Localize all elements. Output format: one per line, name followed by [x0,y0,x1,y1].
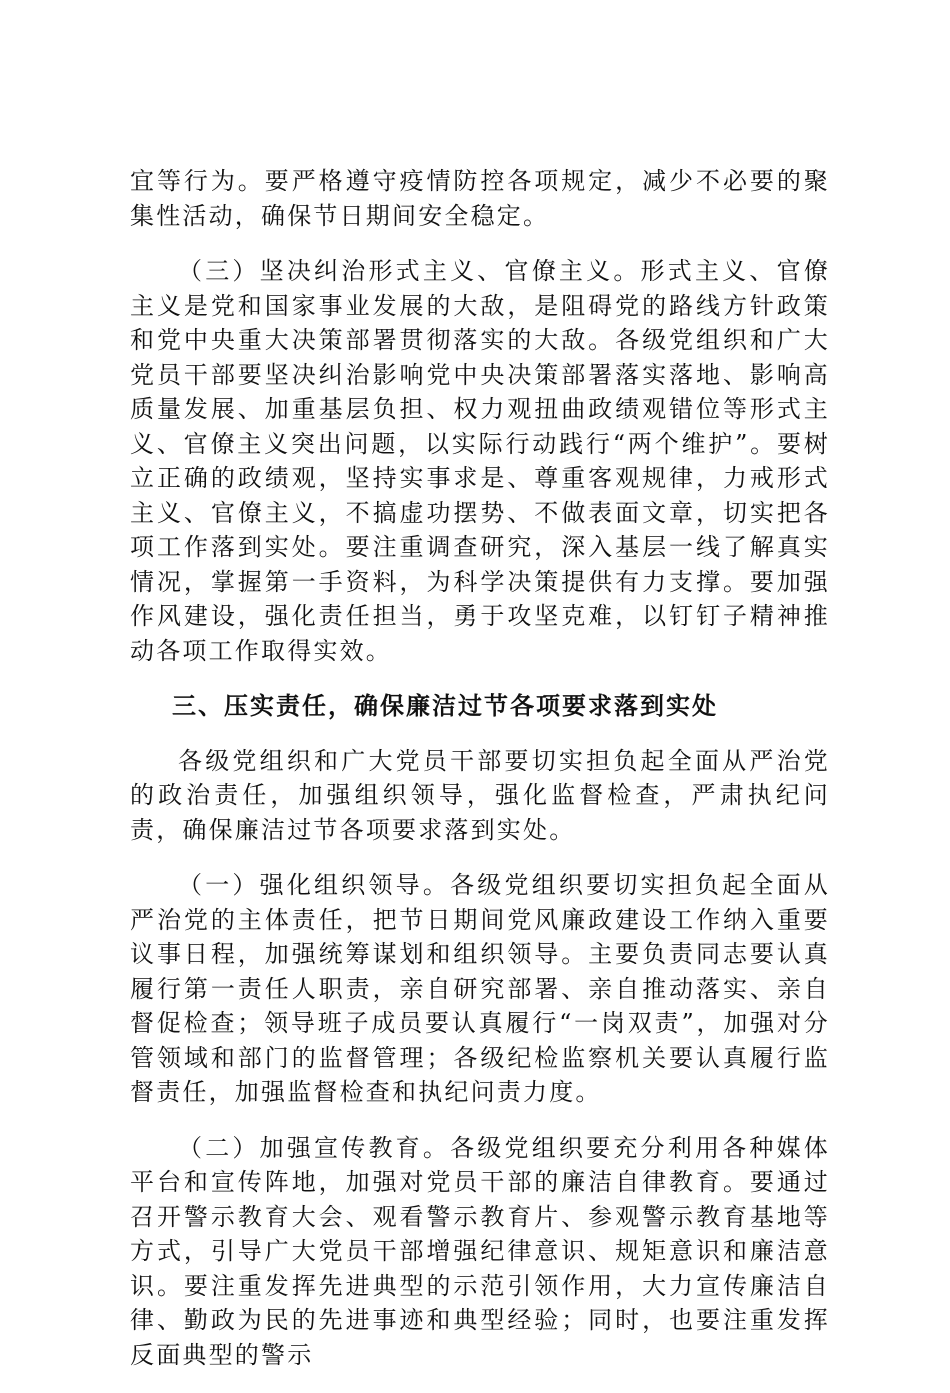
paragraph-continuation: 宜等行为。要严格遵守疫情防控各项规定，减少不必要的聚集性活动，确保节日期间安全稳定。 [130,167,830,230]
paragraph-section-three-item-one: （一）强化组织领导。各级党组织要切实担负起全面从严治党的主体责任，把节日期间党风廉政建设工作纳入重要议事日程，加强统筹谋划和组织领导。主要负责同志要认真履行第一责任人职责，亲自研究部署、亲自推动落实、亲自督促检查；领导班子成员要认真履行“一岗双责”，加强对分管领域和部门的监督管理；各级纪检监察机关要认真履行监督责任，加强监督检查和执纪问责力度。 [130,871,830,1106]
paragraph-section-three-intro: 各级党组织和广大党员干部要切实担负起全面从严治党的政治责任，加强组织领导，强化监督检查，严肃执纪问责，确保廉洁过节各项要求落到实处。 [130,746,830,844]
document-body [130,164,830,1393]
paragraph-section-two-item-three: （三）坚决纠治形式主义、官僚主义。形式主义、官僚主义是党和国家事业发展的大敌，是阻碍党的路线方针政策和党中央重大决策部署贯彻落实的大敌。各级党组织和广大党员干部要坚决纠治影响党中央决策部署落实落地、影响高质量发展、加重基层负担、权力观扭曲政绩观错位等形式主义、官僚主义突出问题，以实际行动践行“两个维护”。要树立正确的政绩观，坚持实事求是、尊重客观规律，力戒形式主义、官僚主义，不搞虚功摆势、不做表面文章，切实把各项工作落到实处。要注重调查研究，深入基层一线了解真实情况，掌握第一手资料，为科学决策提供有力支撑。要加强作风建设，强化责任担当，勇于攻坚克难，以钉钉子精神推动各项工作取得实效。 [130,257,830,665]
paragraph-section-three-item-two: （二）加强宣传教育。各级党组织要充分利用各种媒体平台和宣传阵地，加强对党员干部的廉洁自律教育。要通过召开警示教育大会、观看警示教育片、参观警示教育基地等方式，引导广大党员干部增强纪律意识、规矩意识和廉洁意识。要注重发挥先进典型的示范引领作用，大力宣传廉洁自律、勤政为民的先进事迹和典型经验；同时，也要注重发挥反面典型的警示 [130,1133,830,1369]
section-heading-three: 三、压实责任，确保廉洁过节各项要求落到实处 [172,692,718,720]
